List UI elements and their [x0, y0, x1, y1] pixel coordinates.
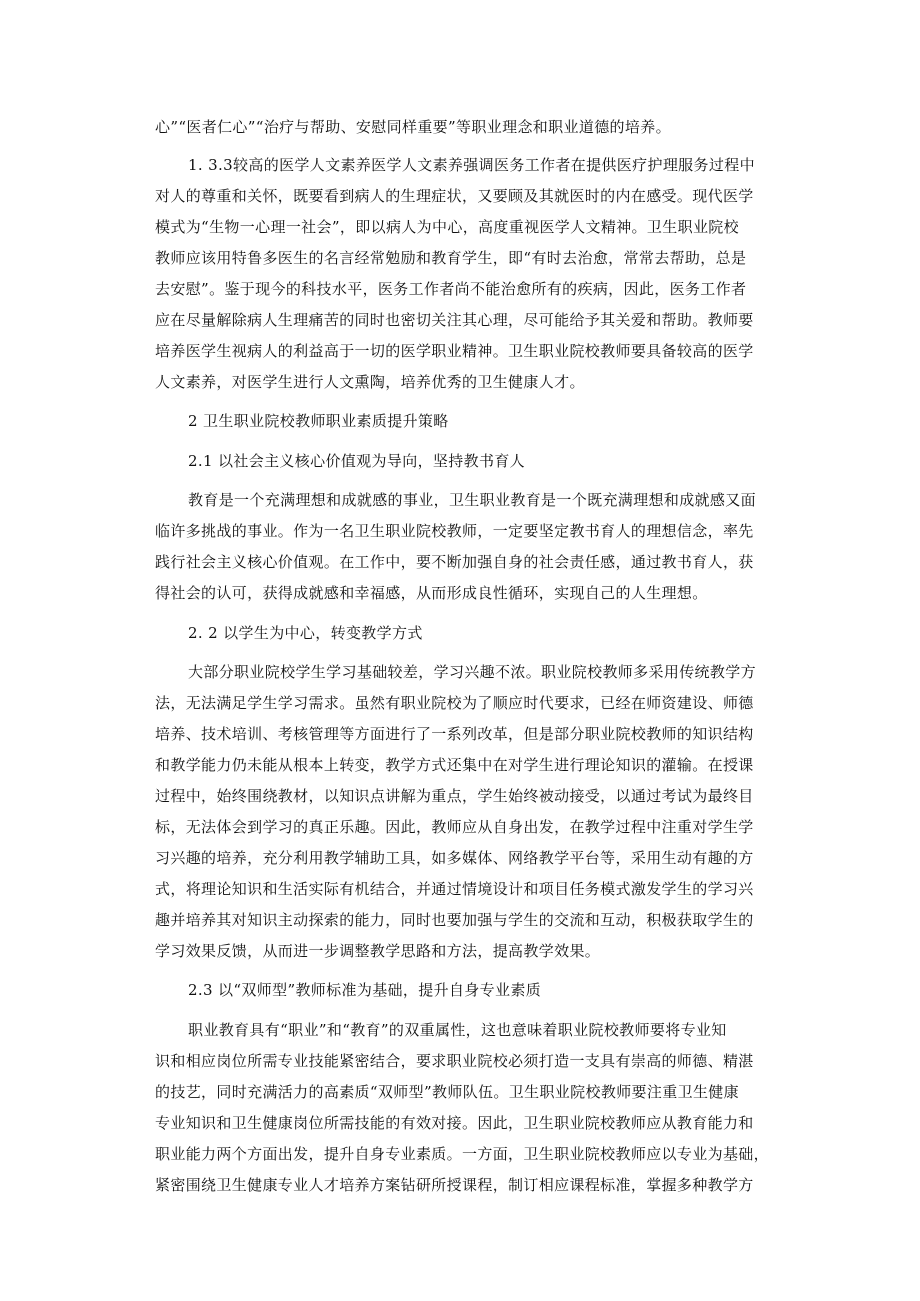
- text-line: 职业教育具有“职业”和“教育”的双重属性，这也意味着职业院校教师要将专业知: [188, 1021, 727, 1039]
- heading-2-2: 2. 2 以学生为中心，转变教学方式: [188, 624, 423, 642]
- text-line: 式，将理论知识和生活实际有机结合，并通过情境设计和项目任务模式激发学生的学习兴: [155, 880, 754, 898]
- text-line: 学习效果反馈，从而进一步调整教学思路和方法，提高教学效果。: [155, 942, 601, 960]
- text-line: 教师应该用特鲁多医生的名言经常勉励和教育学生，即“有时去治愈，常常去帮助，总是: [155, 249, 747, 267]
- text-line: 的技艺，同时充满活力的高素质“双师型”教师队伍。卫生职业院校教师要注重卫生健康: [155, 1083, 739, 1101]
- text-line: 培养、技术培训、考核管理等方面进行了一系列改革，但是部分职业院校教师的知识结构: [155, 725, 754, 743]
- section-1-3-3-line: 1. 3.3较高的医学人文素养医学人文素养强调医务工作者在提供医疗护理服务过程中: [188, 156, 755, 174]
- heading-2-3: 2.3 以“双师型”教师标准为基础，提升自身专业素质: [188, 981, 542, 999]
- text-line: 践行社会主义核心价值观。在工作中，要不断加强自身的社会责任感，通过教书育人，获: [155, 553, 754, 571]
- text-line: 趣并培养其对知识主动探索的能力，同时也要加强与学生的交流和互动，积极获取学生的: [155, 911, 754, 929]
- text-line: 习兴趣的培养，充分利用教学辅助工具，如多媒体、网络教学平台等，采用生动有趣的方: [155, 849, 754, 867]
- text-line: 模式为“生物一心理一社会”，即以病人为中心，高度重视医学人文精神。卫生职业院校: [155, 218, 739, 236]
- heading-2-1: 2.1 以社会主义核心价值观为导向，坚持教书育人: [188, 452, 526, 470]
- text-line: 和教学能力仍未能从根本上转变，教学方式还集中在对学生进行理论知识的灌输。在授课: [155, 756, 754, 774]
- text-line: 人文素养，对医学生进行人文熏陶，培养优秀的卫生健康人才。: [155, 373, 585, 391]
- text-line: 培养医学生视病人的利益高于一切的医学职业精神。卫生职业院校教师要具备较高的医学: [155, 342, 754, 360]
- text-line: 去安慰”。鉴于现今的科技水平，医务工作者尚不能治愈所有的疾病，因此，医务工作者: [155, 280, 747, 298]
- text-line: 心”“医者仁心”“治疗与帮助、安慰同样重要”等职业理念和职业道德的培养。: [155, 118, 671, 136]
- text-line: 法，无法满足学生学习需求。虽然有职业院校为了顺应时代要求，已经在师资建设、师德: [155, 694, 754, 712]
- text-line: 大部分职业院校学生学习基础较差，学习兴趣不浓。职业院校教师多采用传统教学方: [188, 663, 756, 681]
- text-line: 紧密围绕卫生健康专业人才培养方案钻研所授课程，制订相应课程标准，掌握多种教学方: [155, 1176, 754, 1194]
- text-line: 识和相应岗位所需专业技能紧密结合，要求职业院校必须打造一支具有崇高的师德、精湛: [155, 1052, 754, 1070]
- text-line: 职业能力两个方面出发，提升自身专业素质。一方面，卫生职业院校教师应以专业为基础，: [155, 1145, 770, 1163]
- text-line: 临许多挑战的事业。作为一名卫生职业院校教师，一定要坚定教书育人的理想信念，率先: [155, 522, 754, 540]
- text-line: 得社会的认可，获得成就感和幸福感，从而形成良性循环，实现自己的人生理想。: [155, 584, 708, 602]
- text-line: 对人的尊重和关怀，既要看到病人的生理症状，又要顾及其就医时的内在感受。现代医学: [155, 187, 754, 205]
- text-line: 标，无法体会到学习的真正乐趣。因此，教师应从自身出发，在教学过程中注重对学生学: [155, 818, 754, 836]
- text-line: 应在尽量解除病人生理痛苦的同时也密切关注其心理，尽可能给予其关爱和帮助。教师要: [155, 311, 754, 329]
- text-line: 教育是一个充满理想和成就感的事业，卫生职业教育是一个既充满理想和成就感又面: [188, 491, 756, 509]
- text-line: 过程中，始终围绕教材，以知识点讲解为重点，学生始终被动接受，以通过考试为最终目: [155, 787, 754, 805]
- text-line: 专业知识和卫生健康岗位所需技能的有效对接。因此，卫生职业院校教师应从教育能力和: [155, 1114, 754, 1132]
- heading-2: 2 卫生职业院校教师职业素质提升策略: [188, 412, 449, 430]
